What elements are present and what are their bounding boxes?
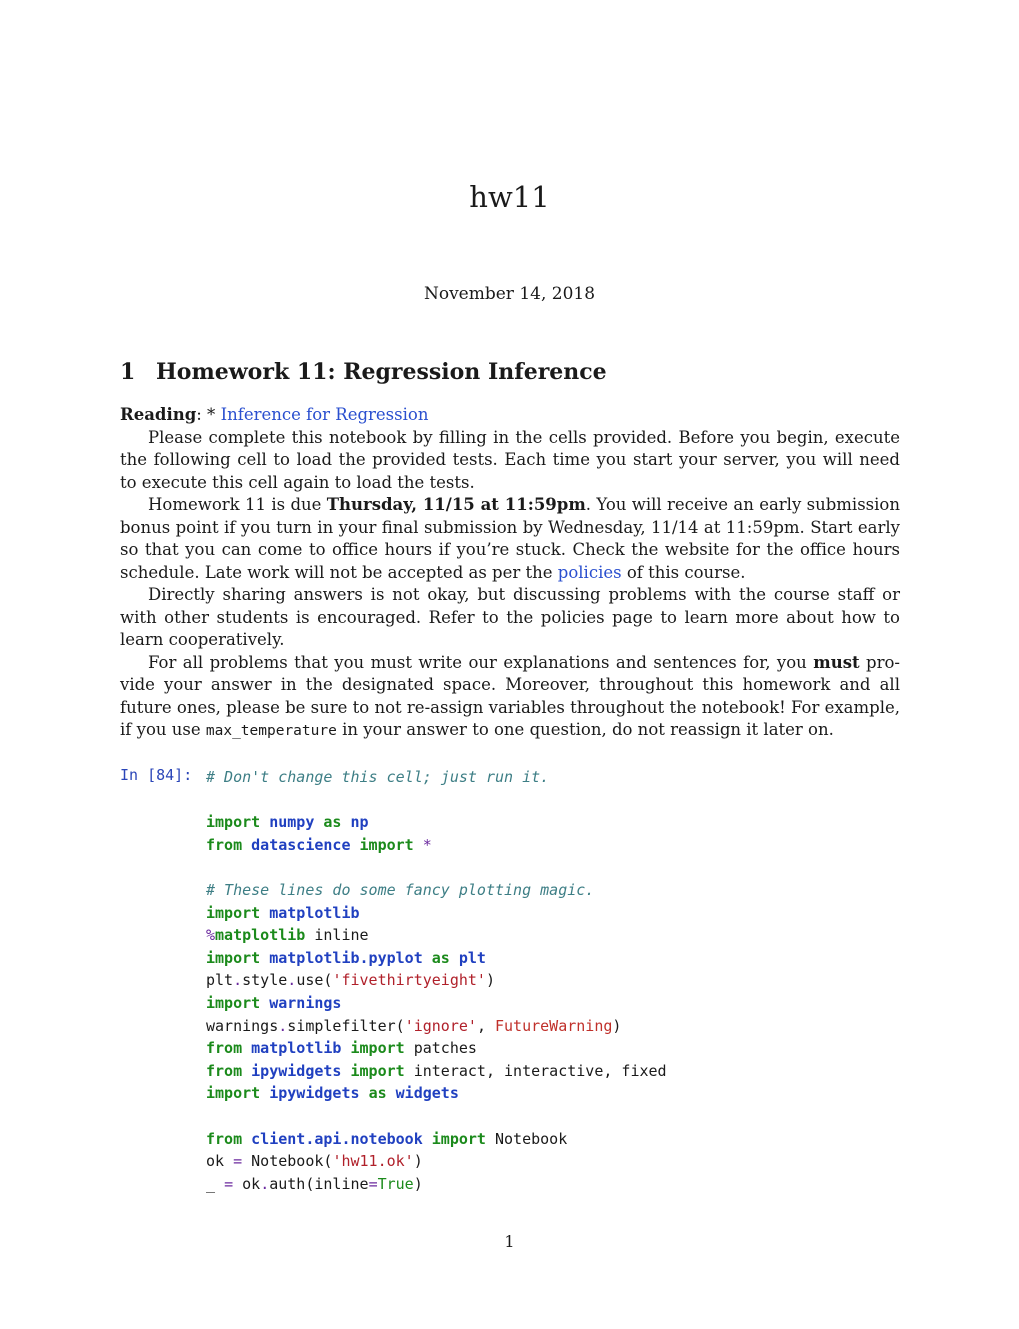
document-title: hw11 <box>469 180 550 214</box>
section-title: Homework 11: Regression Inference <box>156 359 607 385</box>
due-text-start: Homework 11 is due <box>148 495 327 514</box>
code-line: from datascience import * <box>206 835 432 854</box>
code-blank <box>206 1105 667 1128</box>
code-comment: # Don't change this cell; just run it. <box>206 768 550 786</box>
due-text-end: of this course. <box>621 562 746 582</box>
code-line: %matplotlib inline <box>206 926 369 945</box>
must-emphasis: must <box>813 652 860 672</box>
code-line: import numpy as np <box>206 813 369 832</box>
reading-label: Reading <box>120 405 197 424</box>
code-line: ok = Notebook('hw11.ok') <box>206 1152 423 1171</box>
code-line: import matplotlib.pyplot as plt <box>206 948 486 967</box>
explain-text-end: in your answer to one question, do not reassign it later on. <box>336 720 834 739</box>
code-comment: # These lines do some fancy plotting magic. <box>206 880 595 899</box>
intro-text <box>120 404 900 743</box>
code-line: import matplotlib <box>206 903 360 922</box>
page-number: 1 <box>504 1232 515 1251</box>
due-date: Thursday, 11/15 at 11:59pm <box>326 495 586 514</box>
code-line: from client.api.notebook import Notebook <box>206 1129 568 1148</box>
section-heading <box>120 359 607 385</box>
reading-link[interactable]: Inference for Regression <box>220 405 429 424</box>
paragraph-due-date <box>120 494 900 584</box>
cell-code[interactable] <box>206 766 667 1195</box>
document-date: November 14, 2018 <box>423 284 596 304</box>
paragraph-instructions: Please complete this notebook by filling in the cells provided. Before you begin, execute the following cell to load the provided tests. Each time you start your server, you will need to execute this cell again to load the tests. <box>120 427 900 492</box>
paragraph-explanations <box>120 652 900 743</box>
code-blank <box>206 856 667 879</box>
code-line: _ = ok.auth(inline=True) <box>206 1174 423 1193</box>
explain-text-middle: provide your answer in the designated space. Moreover, throughout this homework and all future ones, please be sure to not re-assign variables throughout the notebook! For example, if you use <box>120 652 900 739</box>
code-line: from matplotlib import patches <box>206 1039 477 1058</box>
code-line: plt.style.use('fivethirtyeight') <box>206 971 495 990</box>
policies-link[interactable]: policies <box>557 562 622 582</box>
code-line: import ipywidgets as widgets <box>206 1084 459 1103</box>
inline-code: max_temperature <box>205 723 337 739</box>
code-line: from ipywidgets import interact, interactive, fixed <box>206 1061 667 1080</box>
reading-bullet: : * <box>196 405 221 424</box>
code-blank <box>206 789 667 812</box>
explain-text-start: For all problems that you must write our explanations and sentences for, you <box>148 652 814 672</box>
code-line: warnings.simplefilter('ignore', FutureWarning) <box>206 1016 622 1035</box>
due-text-middle: . You will receive an early submission bonus point if you turn in your final submission by Wednesday, 11/14 at 11:59pm. Start early so that you can come to office hours if you’re stuck. Check the website for the office hours schedule. Late work will not be accepted as per the <box>120 495 900 582</box>
code-line: import warnings <box>206 993 342 1012</box>
reading-line <box>120 404 900 427</box>
section-number: 1 <box>120 359 136 385</box>
paragraph-collaboration: Directly sharing answers is not okay, but discussing problems with the course staff or with other students is encouraged. Refer to the policies page to learn more about how to learn cooperatively. <box>120 585 900 649</box>
cell-prompt: In [84]: <box>120 766 193 784</box>
